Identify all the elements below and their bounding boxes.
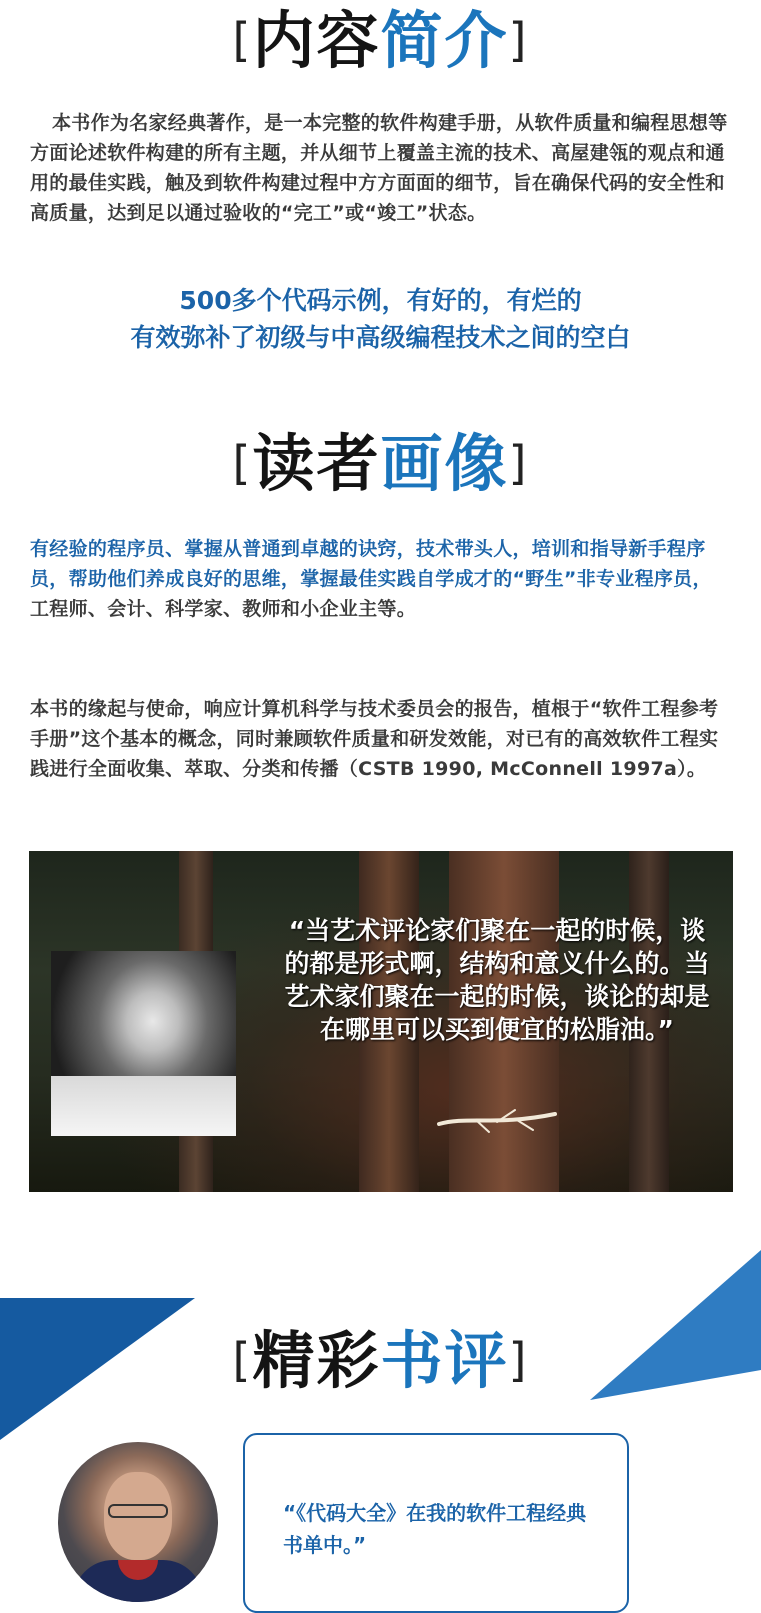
intro-highlight-line-2: 有效弥补了初级与中高级编程技术之间的空白 bbox=[130, 323, 631, 352]
reviews-title bbox=[0, 1322, 761, 1399]
quote-banner bbox=[29, 851, 733, 1192]
reviewer-avatar bbox=[58, 1442, 218, 1602]
title-blue-part: 书评 bbox=[380, 1324, 509, 1397]
intro-paragraph: 本书作为名家经典著作，是一本完整的软件构建手册，从软件质量和编程思想等方面论述软件构建的所有主题，并从细节上覆盖主流的技术、高屋建瓴的观点和通用的最佳实践，触及到软件构建过程中方方面面的细节，旨在确保代码的安全性和高质量，达到足以通过验收的“完工”或“竣工”状态。 bbox=[30, 112, 728, 224]
review-text: “《代码大全》在我的软件工程经典书单中。” bbox=[283, 1501, 587, 1557]
title-dark-part: 精彩 bbox=[252, 1324, 381, 1397]
title-bracket-open: [ bbox=[232, 1333, 253, 1387]
portrait-photo bbox=[51, 951, 236, 1136]
title-blue-part: 画像 bbox=[380, 427, 509, 500]
readers-title bbox=[0, 425, 761, 502]
quote-text: “当艺术评论家们聚在一起的时候，谈的都是形式啊，结构和意义什么的。当艺术家们聚在一起的时候，谈论的却是在哪里可以买到便宜的松脂油。” bbox=[284, 916, 710, 1044]
review-card bbox=[243, 1433, 629, 1613]
title-bracket-close: ] bbox=[508, 13, 529, 67]
title-bracket-close: ] bbox=[508, 436, 529, 490]
portrait-shirt bbox=[51, 1076, 236, 1136]
brush-stroke-icon bbox=[437, 1106, 557, 1136]
title-bracket-open: [ bbox=[232, 436, 253, 490]
avatar-glasses bbox=[108, 1504, 168, 1518]
readers-paragraph-2: 本书的缘起与使命，响应计算机科学与技术委员会的报告，植根于“软件工程参考手册”这个基本的概念，同时兼顾软件质量和研发效能，对已有的高效软件工程实践进行全面收集、萃取、分类和传播（CSTB 1990, McConnell 1997a）。 bbox=[30, 698, 719, 780]
readers-plain-text: 工程师、会计、科学家、教师和小企业主等。 bbox=[30, 598, 417, 620]
title-bracket-open: [ bbox=[232, 13, 253, 67]
intro-title bbox=[0, 2, 761, 79]
readers-highlight-text: 有经验的程序员、掌握从普通到卓越的诀窍，技术带头人，培训和指导新手程序员，帮助他们养成良好的思维，掌握最佳实践自学成才的“野生”非专业程序员， bbox=[30, 538, 712, 590]
intro-highlight-line-1: 500多个代码示例，有好的，有烂的 bbox=[179, 286, 582, 315]
title-bracket-close: ] bbox=[508, 1333, 529, 1387]
title-blue-part: 简介 bbox=[380, 4, 509, 77]
readers-paragraph-1 bbox=[30, 534, 730, 624]
title-dark-part: 读者 bbox=[252, 427, 381, 500]
title-dark-part: 内容 bbox=[252, 4, 381, 77]
